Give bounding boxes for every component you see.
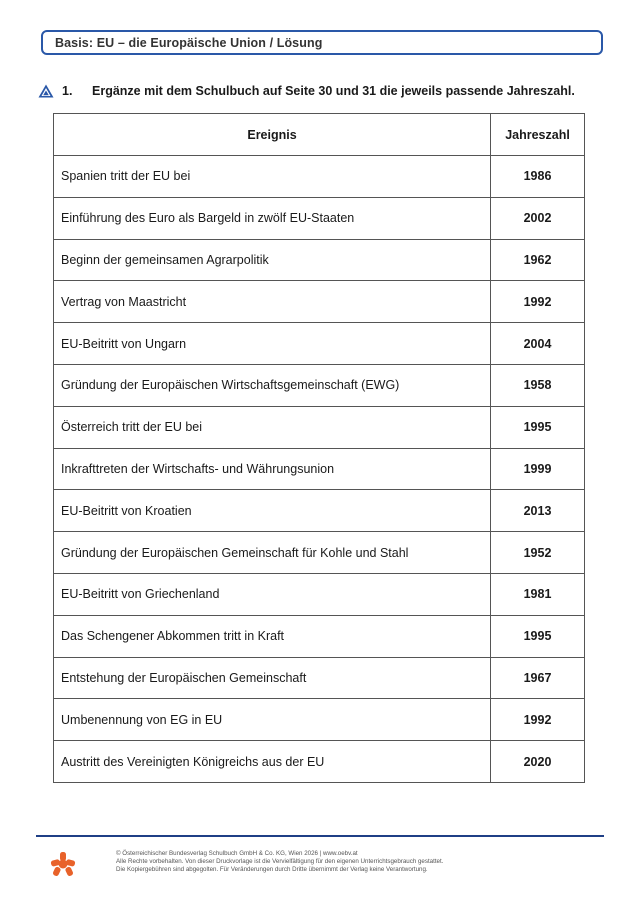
year-cell: 1981 <box>491 573 585 615</box>
table-header-row <box>54 114 585 156</box>
table-row <box>54 741 585 783</box>
event-cell: EU-Beitritt von Griechenland <box>54 573 491 615</box>
oebv-logo-icon <box>50 851 76 877</box>
table-row <box>54 448 585 490</box>
table-row <box>54 197 585 239</box>
event-cell: Gründung der Europäischen Wirtschaftsgemeinschaft (EWG) <box>54 364 491 406</box>
column-header-event: Ereignis <box>54 114 491 156</box>
year-cell: 1962 <box>491 239 585 281</box>
table-row <box>54 615 585 657</box>
event-cell: Beginn der gemeinsamen Agrarpolitik <box>54 239 491 281</box>
event-cell: Umbenennung von EG in EU <box>54 699 491 741</box>
year-cell: 1999 <box>491 448 585 490</box>
table-row <box>54 532 585 574</box>
event-cell: EU-Beitritt von Kroatien <box>54 490 491 532</box>
year-cell: 1958 <box>491 364 585 406</box>
event-cell: Einführung des Euro als Bargeld in zwölf EU-Staaten <box>54 197 491 239</box>
table-row <box>54 406 585 448</box>
table-row <box>54 699 585 741</box>
table-row <box>54 281 585 323</box>
table-row <box>54 323 585 365</box>
year-cell: 2020 <box>491 741 585 783</box>
task-number: 1. <box>62 84 73 98</box>
footer-line-3: Die Kopiergebühren sind abgegolten. Für Veränderungen durch Dritte übernimmt der Verlag keine Verantwortung. <box>116 866 428 873</box>
table-row <box>54 573 585 615</box>
table-body <box>54 156 585 783</box>
year-cell: 1967 <box>491 657 585 699</box>
table-row <box>54 490 585 532</box>
event-cell: Das Schengener Abkommen tritt in Kraft <box>54 615 491 657</box>
column-header-year: Jahreszahl <box>491 114 585 156</box>
footer-line-1: © Österreichischer Bundesverlag Schulbuch GmbH & Co. KG, Wien 2026 | www.oebv.at <box>116 850 358 857</box>
year-cell: 1995 <box>491 406 585 448</box>
table-row <box>54 239 585 281</box>
table-row <box>54 156 585 198</box>
event-cell: EU-Beitritt von Ungarn <box>54 323 491 365</box>
task-text: Ergänze mit dem Schulbuch auf Seite 30 und 31 die jeweils passende Jahreszahl. <box>92 84 575 98</box>
footer-divider <box>36 835 604 837</box>
footer-copyright <box>116 850 586 874</box>
event-cell: Österreich tritt der EU bei <box>54 406 491 448</box>
year-cell: 1992 <box>491 699 585 741</box>
event-cell: Spanien tritt der EU bei <box>54 156 491 198</box>
event-cell: Entstehung der Europäischen Gemeinschaft <box>54 657 491 699</box>
page-header <box>41 30 603 55</box>
events-table <box>53 113 585 783</box>
year-cell: 1952 <box>491 532 585 574</box>
year-cell: 2004 <box>491 323 585 365</box>
task-instruction <box>38 83 608 99</box>
event-cell: Inkrafttreten der Wirtschafts- und Währungsunion <box>54 448 491 490</box>
table-row <box>54 657 585 699</box>
event-cell: Vertrag von Maastricht <box>54 281 491 323</box>
triangle-level-icon <box>38 84 54 98</box>
year-cell: 2013 <box>491 490 585 532</box>
page-title: Basis: EU – die Europäische Union / Lösung <box>55 35 323 50</box>
table-row <box>54 364 585 406</box>
event-cell: Austritt des Vereinigten Königreichs aus der EU <box>54 741 491 783</box>
year-cell: 1995 <box>491 615 585 657</box>
event-cell: Gründung der Europäischen Gemeinschaft für Kohle und Stahl <box>54 532 491 574</box>
year-cell: 2002 <box>491 197 585 239</box>
footer-line-2: Alle Rechte vorbehalten. Von dieser Druckvorlage ist die Vervielfältigung für den eigenen Unterrichtsgebrauch gestattet. <box>116 858 444 865</box>
year-cell: 1986 <box>491 156 585 198</box>
year-cell: 1992 <box>491 281 585 323</box>
